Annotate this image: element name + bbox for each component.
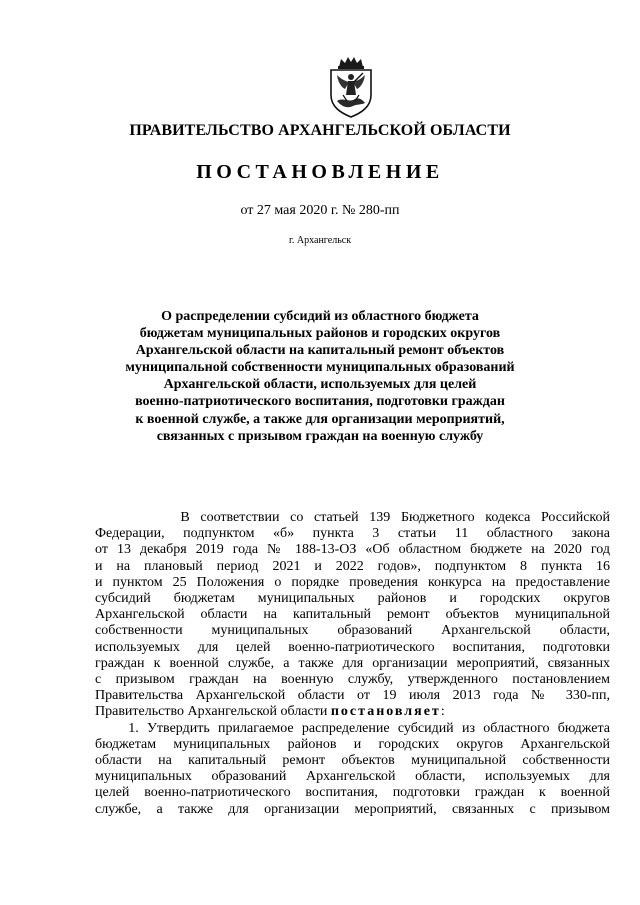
body-line: субсидий бюджетам муниципальных районов и городских округов (95, 591, 610, 607)
item1-line: службе, а также для организации мероприятий, связанных с призывом (95, 801, 610, 817)
body-line: В соответствии со статьей 139 Бюджетного кодекса Российской (95, 510, 610, 525)
body-line: и пунктом 25 Положения о порядке проведения конкурса на предоставление (95, 574, 610, 590)
document-body (95, 510, 610, 818)
subject-line: бюджетам муниципальных районов и городских округов (139, 326, 501, 342)
coat-of-arms-emblem (323, 55, 379, 119)
item1-line: 1. Утвердить прилагаемое распределение субсидий из областного бюджета (95, 720, 610, 736)
body-line: используемых для целей военно-патриотического воспитания, подготовки (95, 639, 610, 655)
subject-line: к военной службе, а также для организации мероприятий, (135, 411, 505, 427)
government-name: ПРАВИТЕЛЬСТВО АРХАНГЕЛЬСКОЙ ОБЛАСТИ (129, 122, 511, 139)
body-line: Архангельской области на капитальный ремонт объектов муниципальной (95, 607, 610, 623)
item1-line: муниципальных образований Архангельской области, используемых для (95, 769, 610, 785)
item1-line: целей военно-патриотического воспитания, подготовки граждан к военной (95, 785, 610, 801)
document-type: ПОСТАНОВЛЕНИЕ (196, 161, 444, 183)
decree-colon: : (440, 704, 445, 720)
body-line: собственности муниципальных образований Архангельской области, (95, 623, 610, 639)
decree-line-start: Правительство Архангельской области (95, 704, 331, 720)
subject-line: связанных с призывом граждан на военную службу (156, 428, 484, 444)
document-subject (80, 308, 560, 445)
subject-line: О распределении субсидий из областного бюджета (161, 309, 479, 324)
body-line: от 13 декабря 2019 года № 188-13-ОЗ «Об областном бюджете на 2020 год (95, 542, 610, 558)
document-city: г. Архангельск (288, 235, 352, 246)
item1-line: области на капитальный ремонт объектов муниципальной собственности (95, 753, 610, 769)
decree-line (95, 704, 610, 720)
body-line: и на плановый период 2021 и 2022 годов», подпунктом 8 пункта 16 (95, 558, 610, 574)
body-line: с призывом граждан на военную службу, утвержденного постановлением (95, 672, 610, 688)
subject-line: военно-патриотического воспитания, подготовки граждан (135, 394, 505, 410)
subject-line: муниципальной собственности муниципальных образований (125, 360, 515, 376)
subject-line: Архангельской области на капитальный ремонт объектов (135, 343, 505, 359)
subject-line: Архангельской области, используемых для целей (163, 377, 477, 393)
item1-line: бюджетам муниципальных районов и городских округов Архангельской (95, 736, 610, 752)
decree-word: постановляет (330, 704, 441, 720)
body-line: граждан к военной службе, а также для организации мероприятий, связанных (95, 655, 610, 671)
body-line: Федерации, подпунктом «б» пункта 3 статьи 11 областного закона (95, 526, 610, 542)
document-date-number: от 27 мая 2020 г. № 280-пп (240, 203, 400, 218)
body-line: Правительства Архангельской области от 19 июля 2013 года № 330-пп, (95, 688, 610, 704)
